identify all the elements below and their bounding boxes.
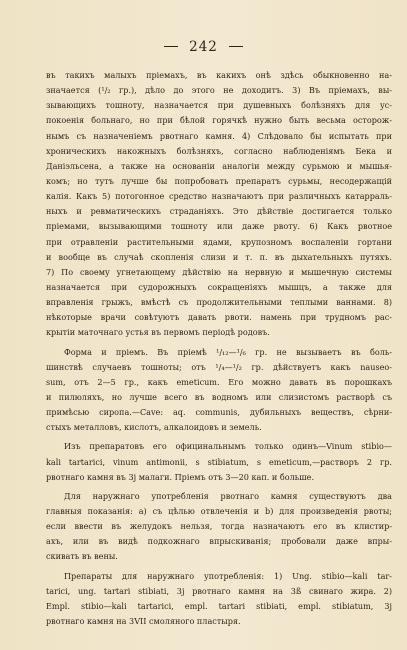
text-line: и пилюляхъ, но лучше всего въ водномъ или слизистомъ растворѣ съ [46, 391, 392, 402]
text-line: стыхъ металловъ, кислотъ, алкалоидовъ и земель. [46, 422, 262, 433]
text-line: sum, отъ 2—5 гр., какъ emeticum. Его можно давать въ порошкахъ [46, 376, 392, 387]
text-line: Препараты для наружнаго употребленія: 1) Ung. stibio—kali tar- [64, 570, 392, 581]
text-line: Изъ препаратовъ его официнальнымъ только одинъ—Vinum stibio— [64, 441, 392, 452]
text-line: главныя показанія: а) съ цѣлью отвлеченія и b) для произведенія рвоты; [46, 505, 392, 516]
paragraph [46, 68, 392, 341]
text-line: рвотнаго камня на 3VII смоляного пластыря. [46, 615, 241, 626]
page-number: 242 [189, 39, 218, 55]
text-line: 7) По своему угнетающему дѣйствію на нервную и мышечную системы [46, 266, 392, 277]
text-line: kali tartarici, vinum antimonii, s stibiatum, s emeticum,—растворъ 2 гр. [46, 456, 392, 467]
page-header [0, 36, 407, 55]
text-line: комъ; но тутъ лучше бы попробовать препаратъ сурьмы, несодержащій [46, 175, 392, 186]
text-line: примѣсью сиропа.—Cave: aq. communis, дубильныхъ веществъ, сѣрни- [46, 407, 392, 418]
text-line: при отравленіи растительными ядами, крупозномъ воспаленіи гортани [46, 236, 392, 247]
text-line: въ такихъ малыхъ пріемахъ, въ какихъ онѣ здѣсь обыкновенно на- [46, 70, 392, 80]
text-line: и вообще въ случаѣ скопленія слизи и т. п. въ дыхательныхъ путяхъ. [46, 251, 392, 262]
text-line: назначается при судорожныхъ сокращеніяхъ мышцъ, а также для [46, 281, 392, 292]
text-line: хроническихъ накожныхъ болѣзняхъ, согласно наблюденіямъ Бека и [46, 145, 392, 156]
paragraph [46, 439, 392, 484]
text-line: ныхъ и ревматическихъ страданіяхъ. Это дѣйствіе достигается только [46, 206, 392, 217]
text-line: зывающихъ тошноту, назначается при душевныхъ болѣзняхъ для ус- [46, 100, 392, 111]
text-line: рвотнаго камня въ 3j малаги. Пріемъ отъ 3—20 кап. и больше. [46, 471, 315, 482]
text-line: калія. Какъ 5) потогонное средство назначаютъ при различныхъ катарраль- [46, 191, 392, 202]
page-body-text [46, 68, 392, 629]
text-line: нымъ съ назначеніемъ рвотнаго камня. 4) Слѣдовало бы испытать при [46, 130, 392, 141]
text-line: шинствѣ случаевъ тошноты; отъ ¹/₄—¹/₂ гр. дѣйствуетъ какъ nauseo- [46, 361, 392, 372]
text-line: вправленія грыжъ, вмѣстѣ съ продолжительными теплыми ваннами. 8) [46, 297, 392, 308]
paragraph [46, 569, 392, 630]
text-line: если ввести въ желудокъ нельзя, тогда назначаютъ его въ клистир- [46, 521, 392, 532]
text-line: Для наружнаго употребленія рвотнаго камня существуютъ два [64, 490, 392, 501]
text-line: покоенія больнаго, но при бѣлой горячкѣ нужно быть весьма осторож- [46, 115, 392, 126]
text-line: ахъ, или въ видѣ подкожнаго впрыскиванія; пробовали даже впры- [46, 536, 392, 547]
text-line: Форма и пріемъ. Въ пріемѣ ¹/₁₂—¹/₆ гр. не вызываетъ въ боль- [64, 346, 392, 357]
text-line: Даніэльсена, а также на основаніи аналогіи между сурьмою и мышья- [46, 160, 392, 171]
text-line: значается (¹/₂ гр.), дѣло до этого не доходитъ. 3) Въ пріемахъ, вы- [46, 85, 392, 96]
text-line: нѣкоторые врачи совѣтуютъ давать рвоти. намень при трудномъ рас- [46, 312, 392, 323]
header-dash-left [164, 46, 178, 47]
text-line: пріемами, вызывающими тошноту или даже рвоту. 6) Какъ рвотное [46, 221, 392, 232]
text-line: крытіи маточнаго устья въ первомъ періодѣ родовъ. [46, 327, 270, 338]
paragraph [46, 489, 392, 565]
text-line: Empl. stibio—kali tartarici, empl. tartari stibiati, empl. stibiatum, 3j [46, 600, 392, 611]
header-dash-right [229, 46, 243, 47]
text-line: tarici, ung. tartari stibiati, 3j рвотнаго камня на 3ß свинаго жира. 2) [46, 585, 392, 596]
text-line: скивать въ вены. [46, 551, 118, 562]
paragraph [46, 345, 392, 436]
